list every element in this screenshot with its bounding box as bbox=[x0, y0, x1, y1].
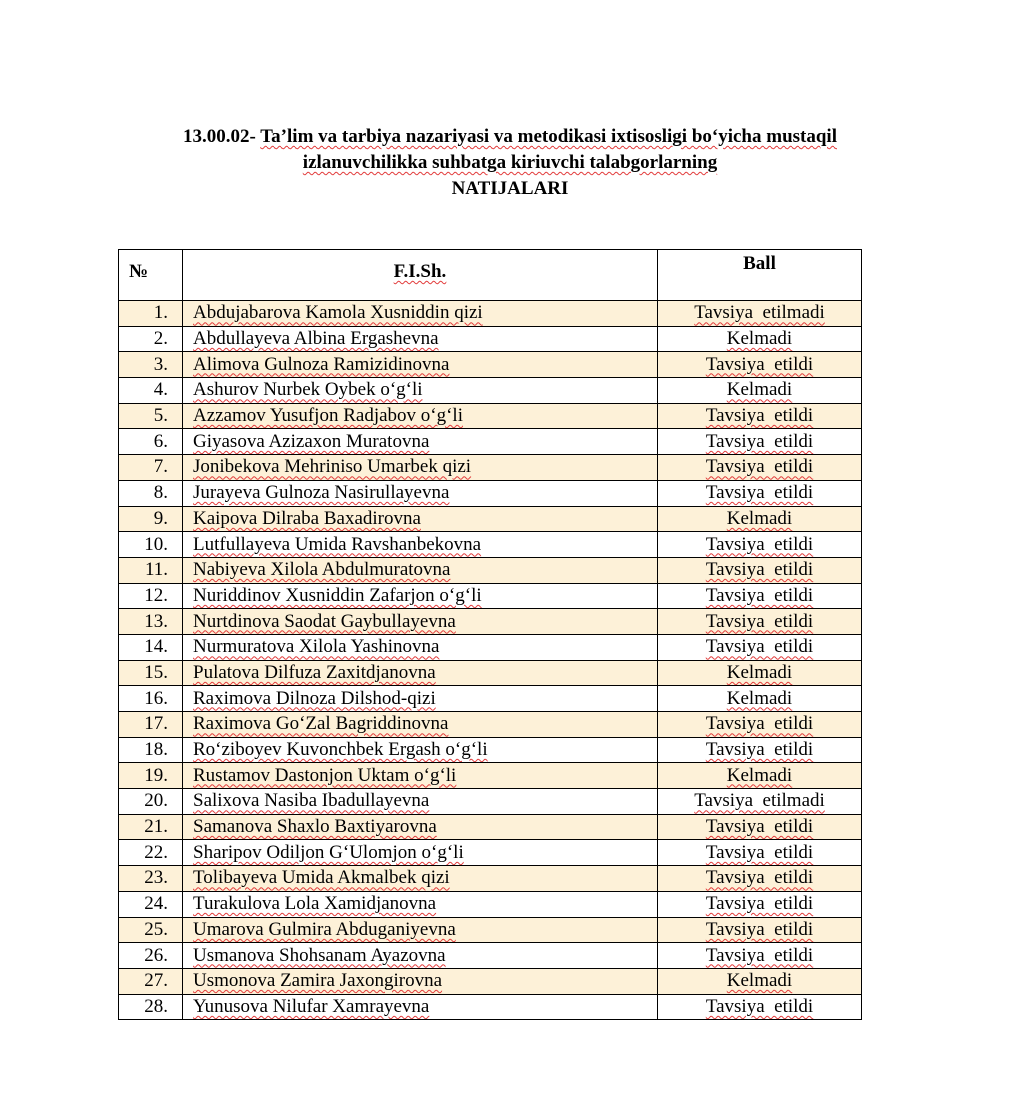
row-number: 8. bbox=[119, 480, 183, 506]
table-row bbox=[119, 429, 862, 455]
row-result-cell bbox=[658, 326, 862, 352]
title-line-2: izlanuvchilikka suhbatga kiriuvchi talabgorlarning bbox=[302, 152, 718, 173]
row-result: Tavsiya etildi bbox=[705, 739, 814, 761]
row-result: Tavsiya etildi bbox=[705, 456, 814, 478]
row-number: 6. bbox=[119, 429, 183, 455]
row-full-name-cell bbox=[183, 917, 658, 943]
document-title bbox=[0, 124, 1020, 202]
row-result-cell bbox=[658, 763, 862, 789]
row-result-cell bbox=[658, 352, 862, 378]
row-full-name-cell bbox=[183, 686, 658, 712]
row-full-name: Nurtdinova Saodat Gaybullayevna bbox=[193, 610, 456, 632]
row-number: 3. bbox=[119, 352, 183, 378]
row-full-name-cell bbox=[183, 301, 658, 327]
table-header-row bbox=[119, 250, 862, 301]
row-result: Tavsiya etilmadi bbox=[694, 790, 825, 812]
table-row bbox=[119, 480, 862, 506]
row-full-name-cell bbox=[183, 326, 658, 352]
row-full-name-cell bbox=[183, 480, 658, 506]
row-full-name: Nurmuratova Xilola Yashinovna bbox=[193, 636, 440, 658]
row-number: 2. bbox=[119, 326, 183, 352]
table-row bbox=[119, 557, 862, 583]
header-number: № bbox=[119, 250, 183, 301]
row-number: 27. bbox=[119, 968, 183, 994]
row-full-name: Yunusova Nilufar Xamrayevna bbox=[193, 995, 430, 1017]
table-row bbox=[119, 968, 862, 994]
results-table bbox=[118, 249, 862, 1020]
row-result-cell bbox=[658, 789, 862, 815]
table-row bbox=[119, 840, 862, 866]
row-result: Kelmadi bbox=[726, 970, 793, 992]
table-row bbox=[119, 891, 862, 917]
row-full-name-cell bbox=[183, 506, 658, 532]
row-result: Tavsiya etildi bbox=[705, 867, 814, 889]
row-full-name-cell bbox=[183, 583, 658, 609]
row-number: 21. bbox=[119, 814, 183, 840]
row-result-cell bbox=[658, 891, 862, 917]
row-result: Tavsiya etildi bbox=[705, 841, 814, 863]
row-result-cell bbox=[658, 660, 862, 686]
row-result-cell bbox=[658, 814, 862, 840]
row-full-name-cell bbox=[183, 789, 658, 815]
row-result-cell bbox=[658, 917, 862, 943]
table-row bbox=[119, 814, 862, 840]
row-full-name: Ashurov Nurbek Oybek o‘g‘li bbox=[193, 379, 423, 401]
table-row bbox=[119, 712, 862, 738]
row-result-cell bbox=[658, 994, 862, 1020]
row-full-name: Nuriddinov Xusniddin Zafarjon o‘g‘li bbox=[193, 584, 482, 606]
row-full-name-cell bbox=[183, 943, 658, 969]
row-result-cell bbox=[658, 301, 862, 327]
row-full-name: Rustamov Dastonjon Uktam o‘g‘li bbox=[193, 764, 457, 786]
row-full-name: Jurayeva Gulnoza Nasirullayevna bbox=[193, 482, 450, 504]
row-result: Tavsiya etildi bbox=[705, 713, 814, 735]
row-result-cell bbox=[658, 609, 862, 635]
row-number: 28. bbox=[119, 994, 183, 1020]
table-row bbox=[119, 634, 862, 660]
table-row bbox=[119, 378, 862, 404]
row-full-name-cell bbox=[183, 455, 658, 481]
table-row bbox=[119, 506, 862, 532]
row-full-name: Nabiyeva Xilola Abdulmuratovna bbox=[193, 559, 451, 581]
row-result-cell bbox=[658, 480, 862, 506]
row-full-name-cell bbox=[183, 840, 658, 866]
row-number: 22. bbox=[119, 840, 183, 866]
row-number: 11. bbox=[119, 557, 183, 583]
row-full-name: Tolibayeva Umida Akmalbek qizi bbox=[193, 867, 450, 889]
row-result: Tavsiya etildi bbox=[705, 893, 814, 915]
table-row bbox=[119, 352, 862, 378]
header-full-name-label: F.I.Sh. bbox=[393, 261, 447, 282]
row-number: 16. bbox=[119, 686, 183, 712]
row-result: Tavsiya etildi bbox=[705, 405, 814, 427]
row-number: 17. bbox=[119, 712, 183, 738]
row-result: Tavsiya etildi bbox=[705, 533, 814, 555]
table-row bbox=[119, 455, 862, 481]
row-result: Kelmadi bbox=[726, 328, 793, 350]
row-full-name-cell bbox=[183, 737, 658, 763]
row-result-cell bbox=[658, 429, 862, 455]
row-full-name: Usmonova Zamira Jaxongirovna bbox=[193, 970, 443, 992]
row-full-name-cell bbox=[183, 634, 658, 660]
row-full-name: Ro‘ziboyev Kuvonchbek Ergash o‘g‘li bbox=[193, 739, 488, 761]
title-line-1 bbox=[0, 124, 1020, 150]
row-result: Tavsiya etildi bbox=[705, 610, 814, 632]
row-full-name: Abdullayeva Albina Ergashevna bbox=[193, 328, 439, 350]
row-result: Tavsiya etildi bbox=[705, 816, 814, 838]
table-row bbox=[119, 403, 862, 429]
row-result-cell bbox=[658, 686, 862, 712]
specialty-name: Ta’lim va tarbiya nazariyasi va metodikasi ixtisosligi bo‘yicha mustaqil bbox=[260, 126, 837, 147]
row-result-cell bbox=[658, 968, 862, 994]
row-number: 12. bbox=[119, 583, 183, 609]
row-result-cell bbox=[658, 712, 862, 738]
row-result-cell bbox=[658, 866, 862, 892]
row-full-name: Raximova Go‘Zal Bagriddinovna bbox=[193, 713, 449, 735]
row-full-name-cell bbox=[183, 891, 658, 917]
row-result-cell bbox=[658, 455, 862, 481]
row-result: Tavsiya etilmadi bbox=[694, 302, 825, 324]
row-result: Kelmadi bbox=[726, 764, 793, 786]
row-number: 14. bbox=[119, 634, 183, 660]
table-row bbox=[119, 789, 862, 815]
row-result-cell bbox=[658, 403, 862, 429]
row-full-name-cell bbox=[183, 712, 658, 738]
row-full-name: Azzamov Yusufjon Radjabov o‘g‘li bbox=[193, 405, 463, 427]
row-result-cell bbox=[658, 506, 862, 532]
row-number: 10. bbox=[119, 532, 183, 558]
row-full-name: Abdujabarova Kamola Xusniddin qizi bbox=[193, 302, 483, 324]
row-full-name-cell bbox=[183, 968, 658, 994]
row-result-cell bbox=[658, 634, 862, 660]
row-full-name-cell bbox=[183, 352, 658, 378]
table-row bbox=[119, 660, 862, 686]
row-result: Kelmadi bbox=[726, 661, 793, 683]
row-full-name: Raximova Dilnoza Dilshod-qizi bbox=[193, 687, 436, 709]
row-full-name: Salixova Nasiba Ibadullayevna bbox=[193, 790, 430, 812]
header-ball: Ball bbox=[658, 250, 862, 301]
table-row bbox=[119, 532, 862, 558]
row-result-cell bbox=[658, 583, 862, 609]
table-row bbox=[119, 943, 862, 969]
row-result-cell bbox=[658, 840, 862, 866]
row-result-cell bbox=[658, 557, 862, 583]
table-row bbox=[119, 301, 862, 327]
row-full-name-cell bbox=[183, 378, 658, 404]
row-result: Kelmadi bbox=[726, 507, 793, 529]
row-full-name: Pulatova Dilfuza Zaxitdjanovna bbox=[193, 661, 436, 683]
table-row bbox=[119, 763, 862, 789]
row-result: Kelmadi bbox=[726, 687, 793, 709]
row-full-name-cell bbox=[183, 660, 658, 686]
row-number: 19. bbox=[119, 763, 183, 789]
row-full-name-cell bbox=[183, 609, 658, 635]
row-result: Tavsiya etildi bbox=[705, 944, 814, 966]
row-result: Kelmadi bbox=[726, 379, 793, 401]
table-row bbox=[119, 994, 862, 1020]
row-number: 18. bbox=[119, 737, 183, 763]
row-result: Tavsiya etildi bbox=[705, 482, 814, 504]
table-row bbox=[119, 583, 862, 609]
header-full-name bbox=[183, 250, 658, 301]
row-full-name-cell bbox=[183, 814, 658, 840]
table-row bbox=[119, 917, 862, 943]
row-result: Tavsiya etildi bbox=[705, 584, 814, 606]
row-result: Tavsiya etildi bbox=[705, 430, 814, 452]
row-full-name-cell bbox=[183, 403, 658, 429]
row-result: Tavsiya etildi bbox=[705, 995, 814, 1017]
table-row bbox=[119, 609, 862, 635]
row-result-cell bbox=[658, 943, 862, 969]
row-result: Tavsiya etildi bbox=[705, 918, 814, 940]
row-full-name-cell bbox=[183, 429, 658, 455]
table-row bbox=[119, 737, 862, 763]
row-result: Tavsiya etildi bbox=[705, 353, 814, 375]
row-number: 25. bbox=[119, 917, 183, 943]
table-row bbox=[119, 326, 862, 352]
row-number: 24. bbox=[119, 891, 183, 917]
row-result: Tavsiya etildi bbox=[705, 636, 814, 658]
row-full-name: Jonibekova Mehriniso Umarbek qizi bbox=[193, 456, 472, 478]
row-full-name-cell bbox=[183, 994, 658, 1020]
row-full-name: Umarova Gulmira Abduganiyevna bbox=[193, 918, 456, 940]
row-result-cell bbox=[658, 737, 862, 763]
row-full-name: Samanova Shaxlo Baxtiyarovna bbox=[193, 816, 437, 838]
row-full-name-cell bbox=[183, 763, 658, 789]
row-full-name: Sharipov Odiljon G‘Ulomjon o‘g‘li bbox=[193, 841, 464, 863]
row-full-name: Kaipova Dilraba Baxadirovna bbox=[193, 507, 421, 529]
row-full-name: Turakulova Lola Xamidjanovna bbox=[193, 893, 437, 915]
row-full-name: Lutfullayeva Umida Ravshanbekovna bbox=[193, 533, 482, 555]
row-number: 1. bbox=[119, 301, 183, 327]
title-line-3: NATIJALARI bbox=[451, 178, 569, 199]
row-number: 13. bbox=[119, 609, 183, 635]
row-number: 23. bbox=[119, 866, 183, 892]
row-full-name: Alimova Gulnoza Ramizidinovna bbox=[193, 353, 450, 375]
row-result-cell bbox=[658, 532, 862, 558]
row-full-name-cell bbox=[183, 866, 658, 892]
row-full-name-cell bbox=[183, 532, 658, 558]
row-full-name-cell bbox=[183, 557, 658, 583]
row-number: 15. bbox=[119, 660, 183, 686]
row-number: 7. bbox=[119, 455, 183, 481]
row-number: 4. bbox=[119, 378, 183, 404]
row-result-cell bbox=[658, 378, 862, 404]
table-row bbox=[119, 686, 862, 712]
row-number: 20. bbox=[119, 789, 183, 815]
row-full-name: Usmanova Shohsanam Ayazovna bbox=[193, 944, 446, 966]
row-result: Tavsiya etildi bbox=[705, 559, 814, 581]
row-number: 9. bbox=[119, 506, 183, 532]
row-number: 5. bbox=[119, 403, 183, 429]
row-number: 26. bbox=[119, 943, 183, 969]
row-full-name: Giyasova Azizaxon Muratovna bbox=[193, 430, 430, 452]
table-row bbox=[119, 866, 862, 892]
table-body bbox=[119, 301, 862, 1020]
specialty-code: 13.00.02- bbox=[183, 126, 261, 147]
